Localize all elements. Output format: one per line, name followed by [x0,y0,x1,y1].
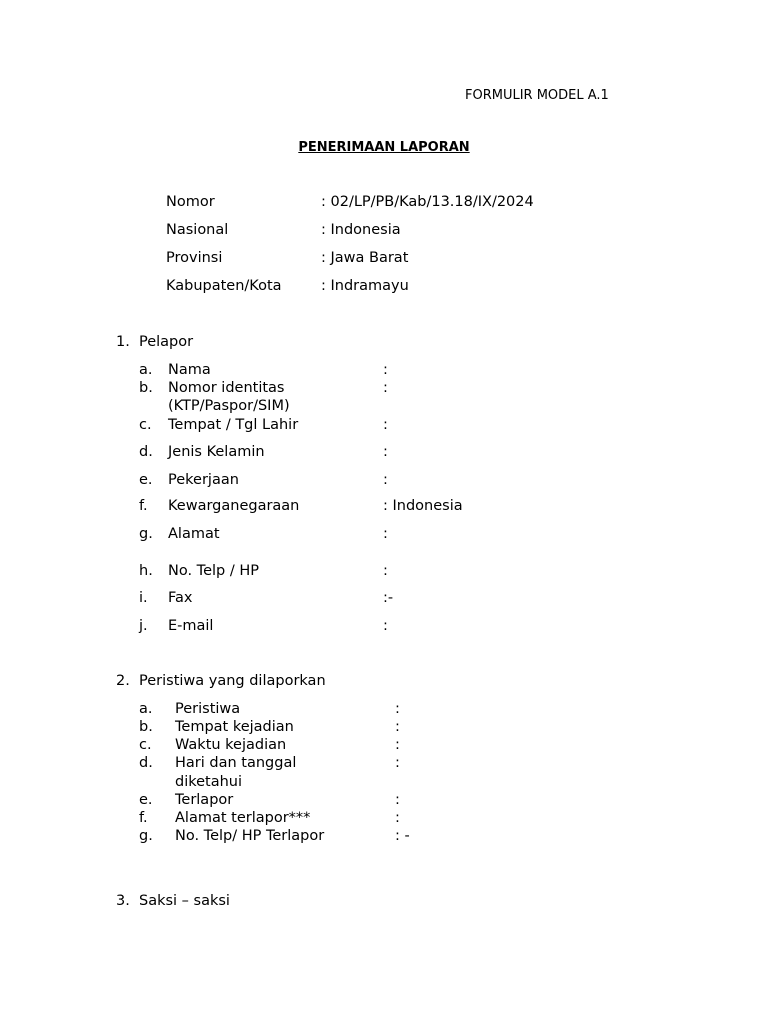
item-label: Terlapor [175,792,234,808]
item-letter: g. [139,526,153,542]
header-value-provinsi: : Jawa Barat [321,250,409,266]
section-number: 2. [116,673,130,689]
item-label: No. Telp / HP [168,563,259,579]
item-label: Alamat terlapor*** [175,810,311,826]
item-value: : [383,380,388,396]
item-letter: a. [139,362,153,378]
section-number: 3. [116,893,130,909]
item-letter: b. [139,719,153,735]
item-value: : - [395,828,410,844]
item-value: : [383,472,388,488]
item-label: Alamat [168,526,220,542]
item-value: : [395,810,400,826]
item-label-continuation: (KTP/Paspor/SIM) [168,398,290,414]
item-value: : [383,618,388,634]
item-letter: j. [139,618,148,634]
item-letter: d. [139,755,153,771]
item-label: Pekerjaan [168,472,239,488]
item-letter: e. [139,472,153,488]
item-letter: c. [139,417,152,433]
form-model-label: FORMULIR MODEL A.1 [465,88,609,103]
item-label: Kewarganegaraan [168,498,300,514]
item-label-continuation: diketahui [175,774,243,790]
item-value: : [383,362,388,378]
header-value-nomor: : 02/LP/PB/Kab/13.18/IX/2024 [321,194,534,210]
header-label-nomor: Nomor [166,194,215,210]
item-label: Nomor identitas [168,380,285,396]
header-label-provinsi: Provinsi [166,250,223,266]
item-value: : [383,563,388,579]
item-label: No. Telp/ HP Terlapor [175,828,325,844]
section-number: 1. [116,334,130,350]
item-value: : [383,417,388,433]
item-label: Waktu kejadian [175,737,287,753]
item-value: : [395,737,400,753]
item-label: Fax [168,590,193,606]
item-value: :- [383,590,394,606]
item-letter: f. [139,810,148,826]
document-title: PENERIMAAN LAPORAN [298,140,470,155]
item-letter: e. [139,792,153,808]
section-title: Saksi – saksi [139,893,230,909]
item-label: E-mail [168,618,214,634]
item-letter: b. [139,380,153,396]
header-label-nasional: Nasional [166,222,229,238]
item-label: Tempat kejadian [175,719,294,735]
item-value: : [395,701,400,717]
item-letter: g. [139,828,153,844]
header-value-nasional: : Indonesia [321,222,401,238]
header-label-kabupaten: Kabupaten/Kota [166,278,282,294]
item-letter: d. [139,444,153,460]
item-label: Nama [168,362,211,378]
item-letter: h. [139,563,153,579]
item-letter: f. [139,498,148,514]
item-value: : [395,755,400,771]
item-label: Jenis Kelamin [168,444,265,460]
item-value: : [383,444,388,460]
item-label: Peristiwa [175,701,241,717]
item-letter: i. [139,590,148,606]
section-title: Peristiwa yang dilaporkan [139,673,326,689]
section-title: Pelapor [139,334,194,350]
item-value: : [383,526,388,542]
item-letter: c. [139,737,152,753]
item-value: : [395,719,400,735]
item-value: : Indonesia [383,498,463,514]
item-label: Tempat / Tgl Lahir [168,417,299,433]
item-label: Hari dan tanggal [175,755,297,771]
item-letter: a. [139,701,153,717]
item-value: : [395,792,400,808]
header-value-kabupaten: : Indramayu [321,278,409,294]
